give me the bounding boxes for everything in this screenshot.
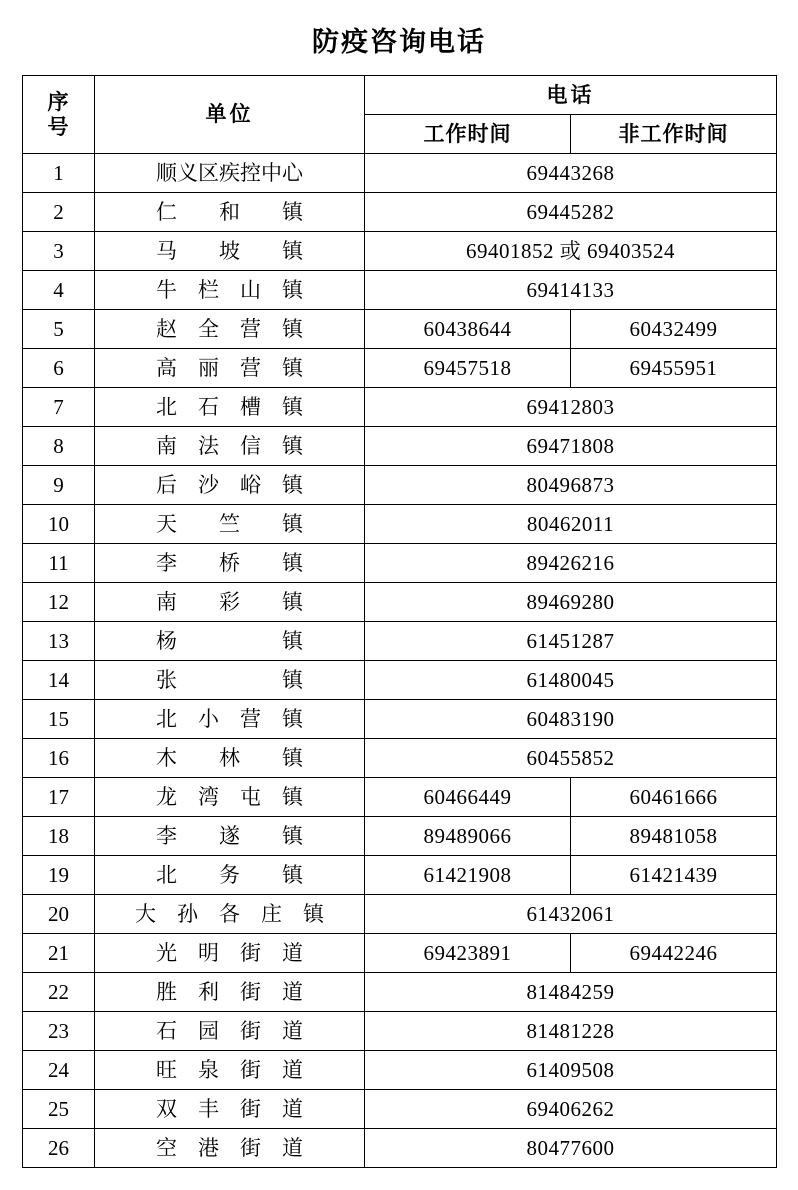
cell-serial-number: 1 (23, 154, 95, 193)
table-row (23, 856, 777, 895)
column-header-non-work-time: 非工作时间 (571, 115, 777, 154)
cell-serial-number: 16 (23, 739, 95, 778)
table-row (23, 661, 777, 700)
table-row (23, 466, 777, 505)
unit-name-text: 北 石 槽 镇 (156, 394, 303, 419)
table-body (23, 154, 777, 1168)
table-row (23, 388, 777, 427)
table-row (23, 232, 777, 271)
cell-serial-number: 19 (23, 856, 95, 895)
cell-serial-number: 13 (23, 622, 95, 661)
unit-name-text: 李 遂 镇 (156, 823, 303, 848)
cell-serial-number: 6 (23, 349, 95, 388)
cell-phone-all-hours: 69414133 (365, 271, 777, 310)
cell-phone-all-hours: 60483190 (365, 700, 777, 739)
cell-unit-name (95, 466, 365, 505)
cell-unit-name (95, 544, 365, 583)
cell-unit-name (95, 583, 365, 622)
cell-phone-all-hours: 80496873 (365, 466, 777, 505)
cell-unit-name (95, 700, 365, 739)
table-row (23, 505, 777, 544)
unit-name-text: 张 镇 (156, 667, 303, 692)
cell-phone-all-hours: 89469280 (365, 583, 777, 622)
cell-unit-name (95, 271, 365, 310)
table-header-row-1 (23, 76, 777, 115)
cell-serial-number: 5 (23, 310, 95, 349)
unit-name-text: 北 务 镇 (156, 862, 303, 887)
cell-unit-name (95, 349, 365, 388)
cell-serial-number: 14 (23, 661, 95, 700)
cell-phone-non-work-time: 69455951 (571, 349, 777, 388)
cell-unit-name (95, 193, 365, 232)
cell-phone-all-hours: 69445282 (365, 193, 777, 232)
cell-unit-name (95, 1129, 365, 1168)
cell-phone-work-time: 60466449 (365, 778, 571, 817)
table-row (23, 739, 777, 778)
cell-serial-number: 4 (23, 271, 95, 310)
cell-unit-name (95, 661, 365, 700)
column-header-serial-number (23, 76, 95, 154)
unit-name-text: 仁 和 镇 (156, 199, 303, 224)
unit-name-text: 高 丽 营 镇 (156, 355, 303, 380)
cell-unit-name (95, 427, 365, 466)
epidemic-hotline-table (22, 75, 777, 1168)
page-title: 防疫咨询电话 (312, 27, 486, 57)
cell-phone-work-time: 69457518 (365, 349, 571, 388)
serial-header-line-1: 序 (47, 90, 70, 115)
cell-phone-all-hours: 69443268 (365, 154, 777, 193)
table-row (23, 1012, 777, 1051)
unit-name-text: 木 林 镇 (156, 745, 303, 770)
unit-name-text: 光 明 街 道 (156, 940, 303, 965)
cell-serial-number: 10 (23, 505, 95, 544)
column-header-phone: 电话 (365, 76, 777, 115)
cell-phone-work-time: 89489066 (365, 817, 571, 856)
cell-serial-number: 26 (23, 1129, 95, 1168)
cell-serial-number: 2 (23, 193, 95, 232)
table-row (23, 154, 777, 193)
cell-unit-name (95, 817, 365, 856)
cell-serial-number: 12 (23, 583, 95, 622)
unit-name-text: 双 丰 街 道 (156, 1096, 303, 1121)
cell-unit-name (95, 739, 365, 778)
cell-unit-name (95, 622, 365, 661)
cell-unit-name (95, 895, 365, 934)
cell-phone-all-hours: 89426216 (365, 544, 777, 583)
cell-phone-all-hours: 69412803 (365, 388, 777, 427)
table-row (23, 544, 777, 583)
table-row (23, 1129, 777, 1168)
table-row (23, 583, 777, 622)
cell-phone-all-hours: 69471808 (365, 427, 777, 466)
cell-phone-work-time: 69423891 (365, 934, 571, 973)
table-row (23, 271, 777, 310)
cell-serial-number: 7 (23, 388, 95, 427)
cell-serial-number: 25 (23, 1090, 95, 1129)
unit-name-text: 杨 镇 (156, 628, 303, 653)
cell-unit-name (95, 1051, 365, 1090)
cell-phone-work-time: 60438644 (365, 310, 571, 349)
table-row (23, 622, 777, 661)
cell-unit-name (95, 778, 365, 817)
table-container (0, 75, 798, 1168)
unit-name-text: 大 孙 各 庄 镇 (135, 901, 324, 926)
cell-serial-number: 3 (23, 232, 95, 271)
cell-unit-name (95, 856, 365, 895)
cell-phone-non-work-time: 89481058 (571, 817, 777, 856)
unit-name-text: 李 桥 镇 (156, 550, 303, 575)
unit-name-text: 马 坡 镇 (156, 238, 303, 263)
table-row (23, 349, 777, 388)
cell-unit-name (95, 388, 365, 427)
cell-phone-all-hours: 81484259 (365, 973, 777, 1012)
cell-phone-all-hours: 61480045 (365, 661, 777, 700)
cell-unit-name (95, 973, 365, 1012)
cell-phone-all-hours: 80462011 (365, 505, 777, 544)
cell-phone-all-hours: 60455852 (365, 739, 777, 778)
unit-name-text: 胜 利 街 道 (156, 979, 303, 1004)
table-row (23, 193, 777, 232)
cell-serial-number: 8 (23, 427, 95, 466)
unit-name-text: 空 港 街 道 (156, 1135, 303, 1160)
cell-phone-all-hours: 81481228 (365, 1012, 777, 1051)
cell-phone-all-hours: 69406262 (365, 1090, 777, 1129)
cell-unit-name (95, 1090, 365, 1129)
cell-phone-all-hours: 69401852 或 69403524 (365, 232, 777, 271)
cell-serial-number: 15 (23, 700, 95, 739)
unit-name-text: 顺义区疾控中心 (156, 160, 303, 185)
cell-unit-name (95, 505, 365, 544)
unit-name-text: 后 沙 峪 镇 (156, 472, 303, 497)
table-row (23, 1090, 777, 1129)
column-header-work-time: 工作时间 (365, 115, 571, 154)
table-row (23, 1051, 777, 1090)
table-row (23, 700, 777, 739)
cell-phone-non-work-time: 60432499 (571, 310, 777, 349)
unit-name-text: 南 法 信 镇 (156, 433, 303, 458)
cell-serial-number: 17 (23, 778, 95, 817)
table-row (23, 934, 777, 973)
cell-phone-non-work-time: 69442246 (571, 934, 777, 973)
cell-phone-all-hours: 61451287 (365, 622, 777, 661)
cell-serial-number: 21 (23, 934, 95, 973)
cell-unit-name (95, 232, 365, 271)
unit-name-text: 南 彩 镇 (156, 589, 303, 614)
table-row (23, 427, 777, 466)
table-row (23, 778, 777, 817)
table-row (23, 973, 777, 1012)
unit-name-text: 天 竺 镇 (156, 511, 303, 536)
table-row (23, 817, 777, 856)
unit-name-text: 北 小 营 镇 (156, 706, 303, 731)
cell-serial-number: 24 (23, 1051, 95, 1090)
cell-unit-name (95, 934, 365, 973)
unit-name-text: 旺 泉 街 道 (156, 1057, 303, 1082)
cell-phone-all-hours: 80477600 (365, 1129, 777, 1168)
cell-phone-all-hours: 61432061 (365, 895, 777, 934)
cell-unit-name (95, 1012, 365, 1051)
column-header-unit: 单位 (95, 76, 365, 154)
table-row (23, 310, 777, 349)
unit-name-text: 石 园 街 道 (156, 1018, 303, 1043)
cell-serial-number: 20 (23, 895, 95, 934)
unit-name-text: 牛 栏 山 镇 (156, 277, 303, 302)
cell-unit-name (95, 310, 365, 349)
cell-serial-number: 11 (23, 544, 95, 583)
cell-serial-number: 18 (23, 817, 95, 856)
unit-name-text: 赵 全 营 镇 (156, 316, 303, 341)
cell-serial-number: 23 (23, 1012, 95, 1051)
serial-header-line-2: 号 (47, 114, 70, 139)
cell-serial-number: 22 (23, 973, 95, 1012)
cell-phone-non-work-time: 61421439 (571, 856, 777, 895)
table-row (23, 895, 777, 934)
cell-unit-name (95, 154, 365, 193)
cell-phone-non-work-time: 60461666 (571, 778, 777, 817)
unit-name-text: 龙 湾 屯 镇 (156, 784, 303, 809)
cell-phone-work-time: 61421908 (365, 856, 571, 895)
table-header (23, 76, 777, 154)
cell-phone-all-hours: 61409508 (365, 1051, 777, 1090)
cell-serial-number: 9 (23, 466, 95, 505)
